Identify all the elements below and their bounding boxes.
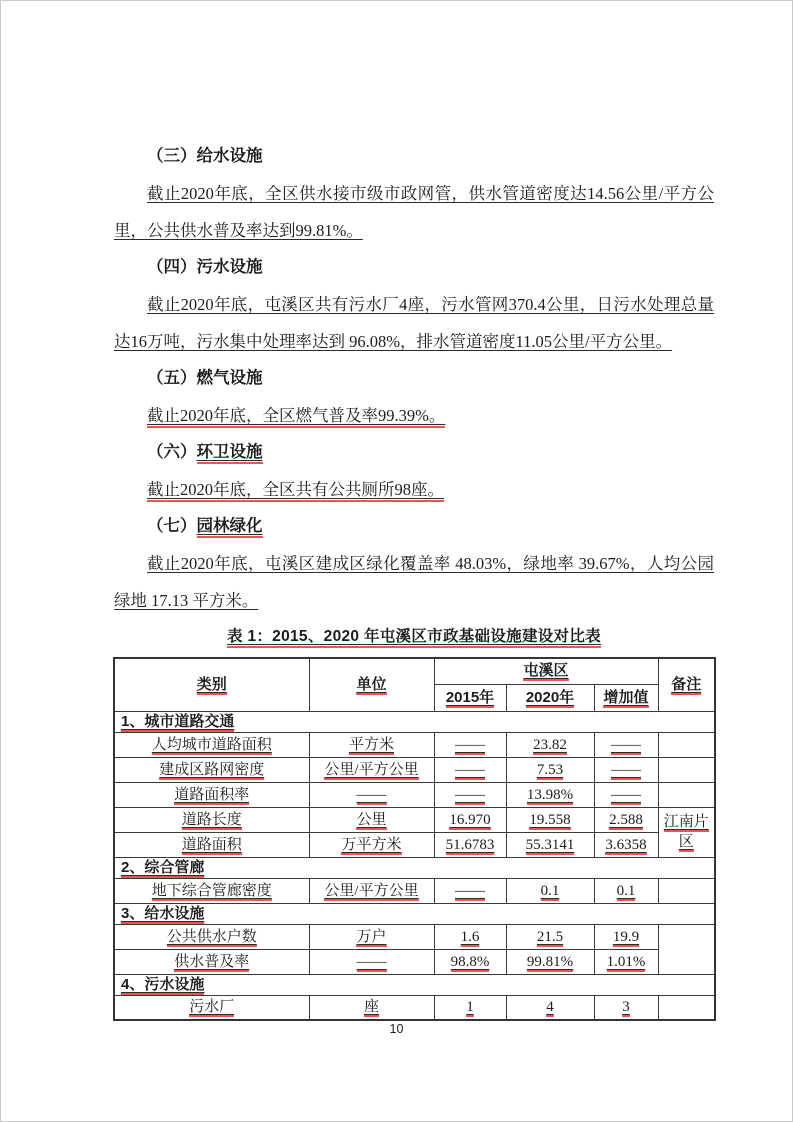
section-row-label: 2、综合管廊 [121,858,205,876]
heading-prefix: （五） [147,369,197,387]
unit-text: 万户 [356,928,387,945]
cell-row-label [114,878,309,903]
value-2015-text: —— [455,786,485,803]
value-2015-text: 1 [466,999,474,1016]
section-heading [114,249,714,286]
heading-text: 给水设施 [196,147,263,165]
cell-value-2015 [434,995,506,1020]
cell-row-label [114,995,309,1020]
paragraph-line [114,212,714,249]
cell-remark [658,995,715,1020]
cell-value-delta [594,782,658,807]
section-row-label: 3、给水设施 [121,904,205,922]
row-label-text: 供水普及率 [174,953,250,970]
row-label-text: 道路长度 [181,811,242,828]
cell-value-delta [594,924,658,949]
heading-text: 燃气设施 [196,369,263,387]
cell-value-2020 [506,757,594,782]
table-row [114,757,715,782]
value-delta-text: —— [611,786,641,803]
value-2020-text: 19.558 [529,811,571,828]
cell-value-2020 [506,949,594,974]
cell-value-2015 [434,832,506,857]
cell-row-label [114,757,309,782]
cell-value-2020 [506,878,594,903]
table-row [114,832,715,857]
header-label: 2015年 [445,688,495,706]
cell-row-label [114,807,309,832]
value-delta-text: 2.588 [609,811,643,828]
cell-unit [309,732,434,757]
cell-unit [309,807,434,832]
unit-text: 公里/平方公里 [324,761,419,778]
section-row-label: 4、污水设施 [121,975,205,993]
section-heading [114,508,714,545]
heading-prefix: （四） [147,258,197,276]
row-label-text: 公共供水户数 [166,928,257,945]
value-2015-text: 1.6 [460,928,480,945]
paragraph-text: 达16万吨，污水集中处理率达到 96.08%，排水管道密度11.05公里/平方公里。 [114,332,673,351]
unit-text: 万平方米 [341,836,402,853]
section-row-cell [114,711,715,732]
cell-value-2015 [434,949,506,974]
cell-value-2020 [506,807,594,832]
value-delta-text: —— [611,761,641,778]
cell-remark [658,757,715,782]
cell-value-delta [594,949,658,974]
paragraph-text: 截止2020年底，屯溪区建成区绿化覆盖率 48.03%，绿地率 39.67%，人均公园 [147,554,714,573]
header-label: 2020年 [525,688,575,706]
heading-text: 园林绿化 [197,517,263,538]
paragraph-text: 截止2020年底，全区燃气普及率99.39%。 [147,406,445,428]
paragraph-text: 截止2020年底，全区供水接市级市政网管，供水管道密度达14.56公里/平方公 [147,184,714,203]
cell-remark [658,878,715,903]
cell-remark [658,732,715,757]
header-cell-category [114,658,309,711]
section-row-cell [114,857,715,878]
header-label: 增加值 [603,688,649,706]
header-label: 备注 [671,675,702,693]
heading-text: 污水设施 [196,258,263,276]
header-cell-district-group [434,658,658,684]
cell-remark [658,807,715,857]
value-2015-text: —— [455,882,485,899]
cell-value-2015 [434,757,506,782]
value-delta-text: 0.1 [616,882,636,899]
unit-text: 公里/平方公里 [324,882,419,899]
cell-row-label [114,949,309,974]
paragraph-text: 截止2020年底，屯溪区共有污水厂4座，污水管网370.4公里，日污水处理总量 [147,295,714,314]
value-2015-text: 16.970 [449,811,491,828]
row-label-text: 地下综合管廊密度 [151,882,272,899]
value-delta-text: 19.9 [612,928,640,945]
cell-value-2015 [434,878,506,903]
row-label-text: 道路面积率 [174,786,250,803]
cell-unit [309,924,434,949]
cell-unit [309,878,434,903]
cell-row-label [114,832,309,857]
value-2020-text: 7.53 [536,761,564,778]
unit-text: 座 [363,999,379,1016]
header-cell-2015 [434,684,506,711]
value-2020-text: 23.82 [533,736,567,753]
header-label: 类别 [196,675,227,693]
value-delta-text: 3.6358 [605,836,647,853]
unit-text: —— [356,786,387,803]
unit-text: 公里 [356,811,387,828]
cell-value-2020 [506,995,594,1020]
cell-value-delta [594,757,658,782]
document-body [114,138,714,619]
cell-value-2020 [506,832,594,857]
paragraph-line [114,175,714,212]
unit-text: —— [356,953,387,970]
table-row [114,711,715,732]
table-row [114,995,715,1020]
cell-value-2020 [506,924,594,949]
row-label-text: 道路面积 [181,836,242,853]
value-2015-text: —— [455,761,485,778]
cell-value-2020 [506,732,594,757]
cell-row-label [114,732,309,757]
comparison-table [113,657,716,1021]
table-row [114,974,715,995]
value-delta-text: —— [611,736,641,753]
cell-value-2015 [434,807,506,832]
unit-text: 平方米 [348,736,394,753]
heading-prefix: （三） [147,147,197,165]
header-cell-remark [658,658,715,711]
section-heading [114,138,714,175]
cell-remark [658,782,715,807]
header-label: 屯溪区 [523,662,569,680]
value-delta-text: 3 [622,999,630,1016]
paragraph-line [114,471,714,508]
heading-prefix: （六） [147,443,197,461]
header-cell-delta [594,684,658,711]
cell-value-delta [594,732,658,757]
cell-row-label [114,782,309,807]
table-row [114,782,715,807]
header-cell-unit [309,658,434,711]
heading-prefix: （七） [147,517,197,535]
cell-remark [658,924,715,974]
value-2020-text: 99.81% [526,953,574,970]
section-row-cell [114,903,715,924]
table-row [114,949,715,974]
header-label: 单位 [356,675,387,693]
cell-value-2015 [434,782,506,807]
paragraph-line [114,323,714,360]
row-label-text: 人均城市道路面积 [151,736,272,753]
remark-text: 江南片区 [663,814,709,850]
value-2020-text: 4 [546,999,554,1016]
cell-value-delta [594,832,658,857]
paragraph-line [114,286,714,323]
section-heading [114,360,714,397]
value-2020-text: 21.5 [536,928,564,945]
row-label-text: 污水厂 [189,999,235,1016]
section-row-label: 1、城市道路交通 [121,712,235,730]
table-row [114,924,715,949]
table-row [114,903,715,924]
cell-value-delta [594,807,658,832]
cell-unit [309,832,434,857]
table-row [114,878,715,903]
cell-unit [309,757,434,782]
value-2015-text: 98.8% [450,953,490,970]
cell-unit [309,949,434,974]
cell-value-delta [594,995,658,1020]
value-delta-text: 1.01% [606,953,646,970]
paragraph-text: 截止2020年底，全区共有公共厕所98座。 [147,480,444,502]
value-2020-text: 55.3141 [525,836,575,853]
paragraph-text: 里，公共供水普及率达到99.81%。 [114,221,363,240]
paragraph-line [114,545,714,582]
table-title-text: 表 1：2015、2020 年屯溪区市政基础设施建设对比表 [227,628,601,648]
paragraph-text: 绿地 17.13 平方米。 [114,591,259,610]
paragraph-line [114,582,714,619]
value-2020-text: 13.98% [526,786,574,803]
paragraph-line [114,397,714,434]
heading-text: 环卫设施 [197,443,263,464]
cell-row-label [114,924,309,949]
cell-value-2015 [434,732,506,757]
cell-value-2020 [506,782,594,807]
cell-value-delta [594,878,658,903]
cell-unit [309,782,434,807]
section-row-cell [114,974,715,995]
table-row [114,807,715,832]
value-2015-text: —— [455,736,485,753]
table-title [114,618,714,656]
header-cell-2020 [506,684,594,711]
row-label-text: 建成区路网密度 [159,761,265,778]
cell-value-2015 [434,924,506,949]
page-number: 10 [389,1022,404,1036]
value-2020-text: 0.1 [540,882,560,899]
table-row [114,857,715,878]
value-2015-text: 51.6783 [445,836,495,853]
cell-unit [309,995,434,1020]
section-heading [114,434,714,471]
table-row [114,732,715,757]
